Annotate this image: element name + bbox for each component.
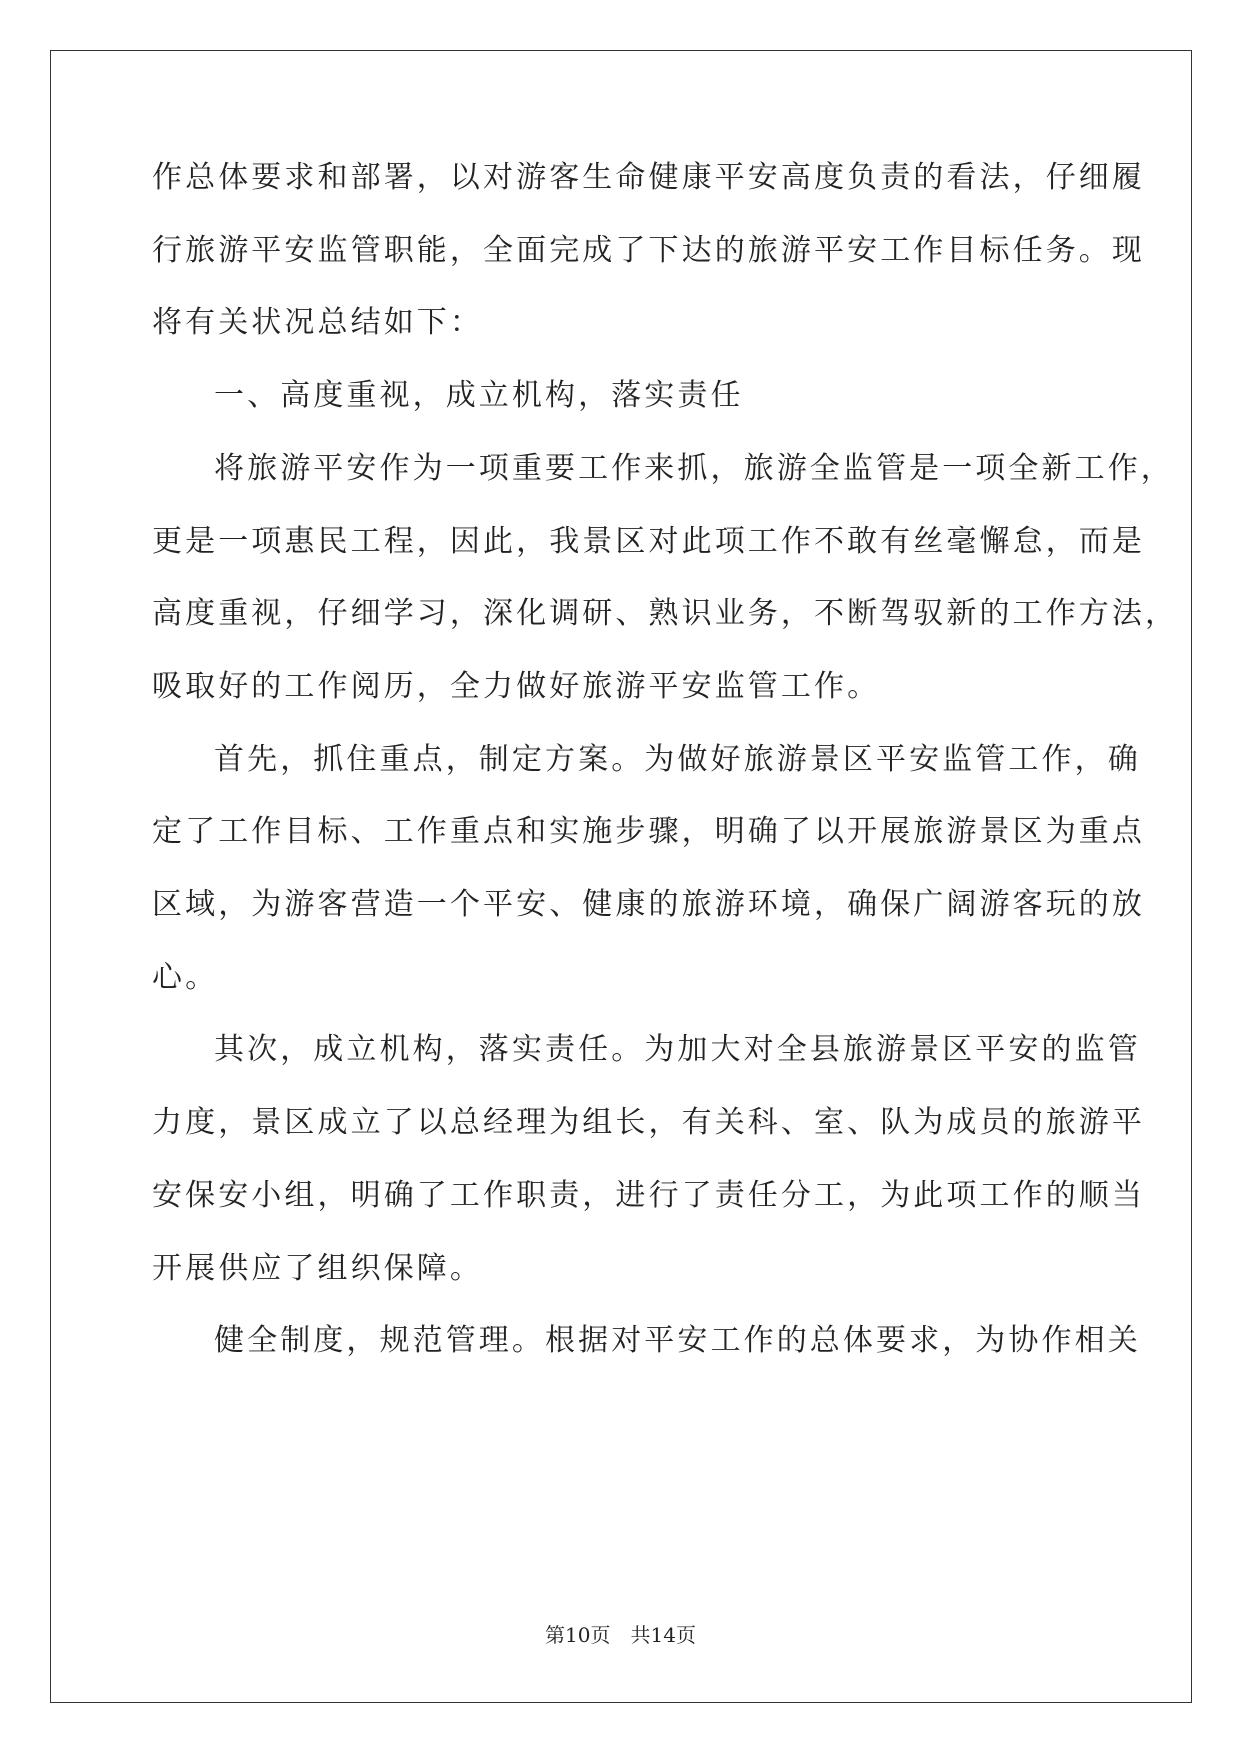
- text-line: 高度重视，仔细学习，深化调研、熟识业务，不断驾驭新的工作方法，: [152, 596, 1179, 631]
- text-line: 作总体要求和部署，以对游客生命健康平安高度负责的看法，仔细履: [152, 160, 1145, 195]
- page-number: 第10页: [545, 1623, 611, 1647]
- text-line: 定了工作目标、工作重点和实施步骤，明确了以开展旅游景区为重点: [152, 814, 1145, 849]
- page-footer: [0, 1622, 1241, 1648]
- text-line: 一、高度重视，成立机构，落实责任: [214, 378, 744, 413]
- text-line: 行旅游平安监管职能，全面完成了下达的旅游平安工作目标任务。现: [152, 233, 1145, 268]
- text-line: 区域，为游客营造一个平安、健康的旅游环境，确保广阔游客玩的放: [152, 887, 1145, 922]
- page-total: 共14页: [630, 1623, 696, 1647]
- text-line: 将旅游平安作为一项重要工作来抓，旅游全监管是一项全新工作，: [214, 451, 1174, 486]
- text-line: 开展供应了组织保障。: [152, 1251, 483, 1286]
- text-line: 吸取好的工作阅历，全力做好旅游平安监管工作。: [152, 669, 881, 704]
- text-line: 其次，成立机构，落实责任。为加大对全县旅游景区平安的监管: [214, 1032, 1141, 1067]
- text-line: 更是一项惠民工程，因此，我景区对此项工作不敢有丝毫懈怠，而是: [152, 524, 1145, 559]
- text-line: 心。: [152, 960, 219, 995]
- text-line: 首先，抓住重点，制定方案。为做好旅游景区平安监管工作，确: [214, 742, 1141, 777]
- page-border: [50, 50, 1192, 1703]
- text-line: 健全制度，规范管理。根据对平安工作的总体要求，为协作相关: [214, 1323, 1141, 1358]
- text-line: 安保安小组，明确了工作职责，进行了责任分工，为此项工作的顺当: [152, 1178, 1145, 1213]
- text-line: 将有关状况总结如下：: [152, 305, 483, 340]
- text-line: 力度，景区成立了以总经理为组长，有关科、室、队为成员的旅游平: [152, 1105, 1145, 1140]
